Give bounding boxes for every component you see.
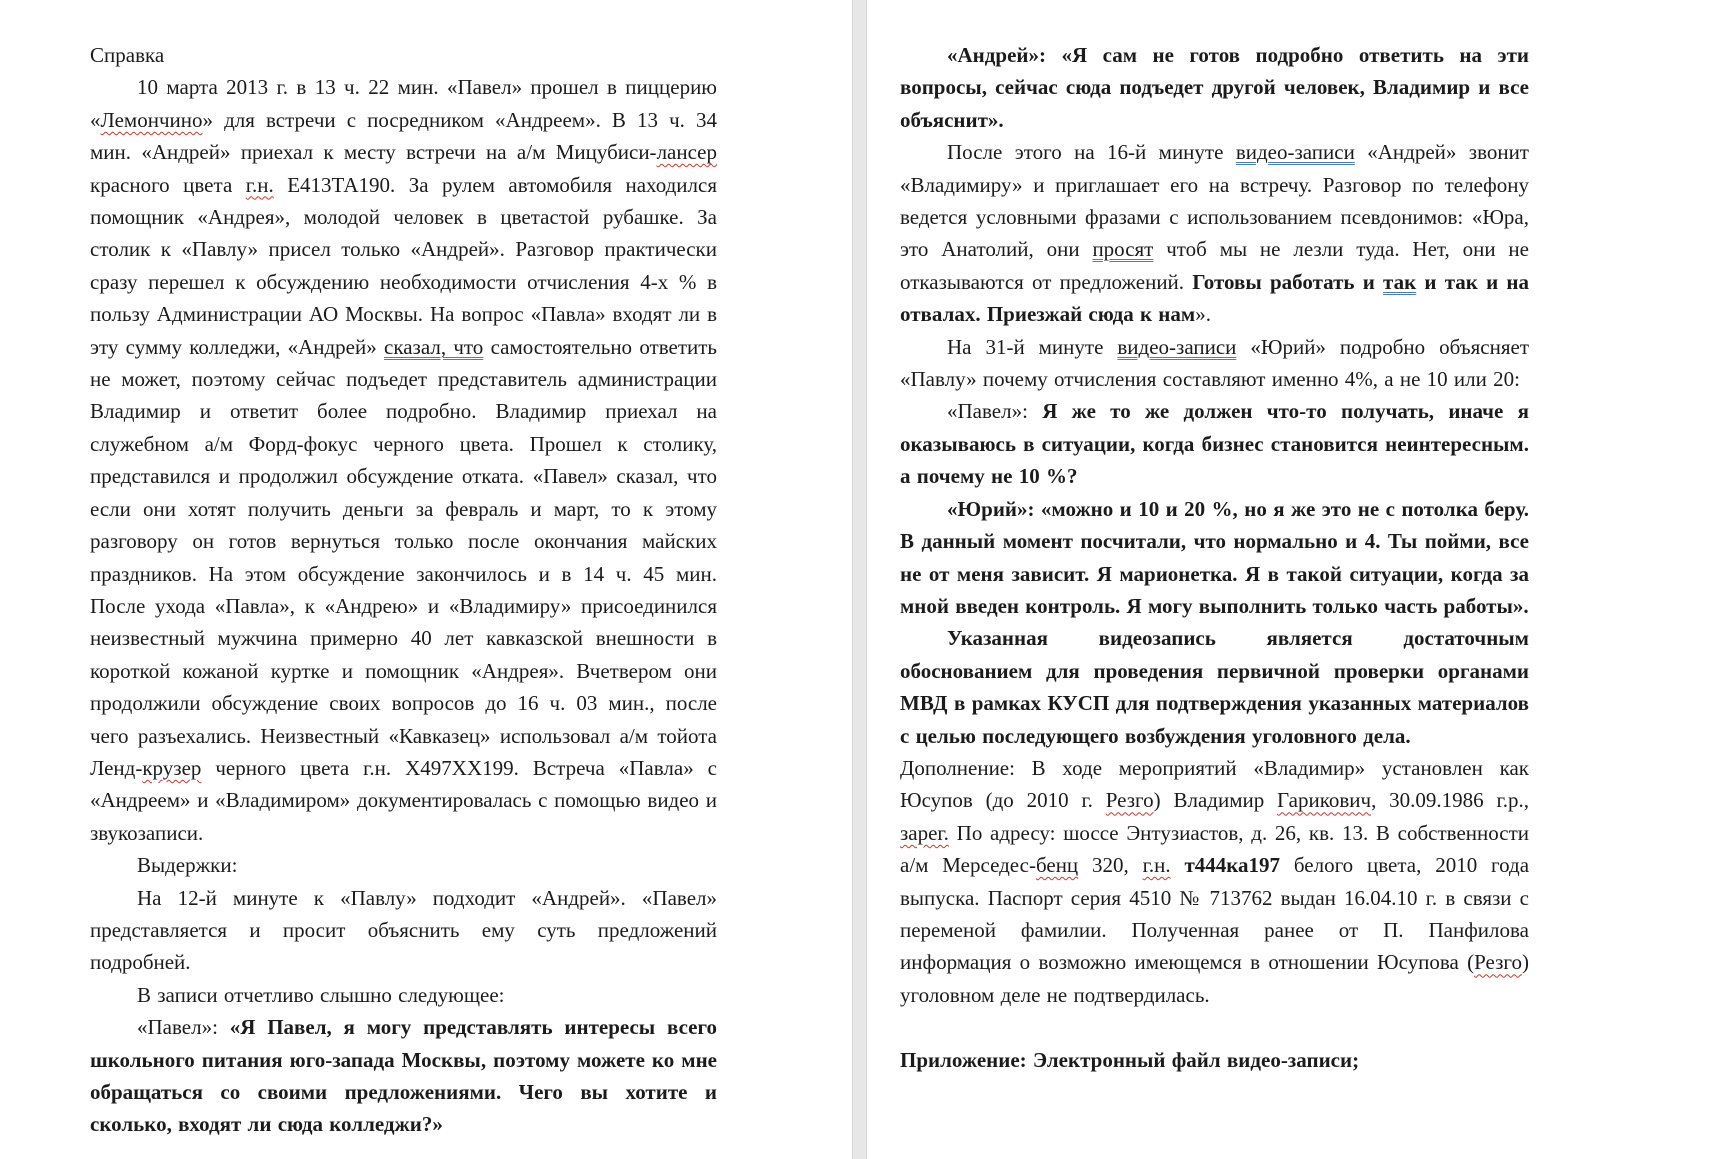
- grammar-marked-text: видео-записи: [1235, 140, 1355, 165]
- page-right-text-column: [900, 39, 1536, 1077]
- paragraph: [900, 136, 1536, 330]
- text-run: На 12-й минуте к «Павлу» подходит «Андрей». «Павел» представляется и просит объяснить ему суть предложений подробней.: [90, 885, 724, 975]
- text-run: Справка: [90, 43, 165, 67]
- paragraph: [90, 849, 717, 881]
- text-run: После этого на 16-й минуте: [947, 140, 1236, 165]
- spellcheck-marked-text: зарег.: [900, 820, 949, 845]
- text-run: 10 марта 2013 г. в 13 ч. 22 мин. «Павел» прошел в пиццерию «: [90, 75, 724, 132]
- paragraph: [900, 395, 1536, 492]
- text-run: В записи отчетливо слышно следующее:: [137, 982, 505, 1007]
- text-run: 320,: [1078, 853, 1143, 878]
- text-run: черного цвета г.н. Х497ХХ199. Встреча «Павла» с «Андреем» и «Владимиром» документировалась с помощью видео и звукозаписи.: [90, 755, 724, 845]
- page-gap-divider: [852, 0, 867, 1159]
- text-run: «Андрей» звонит «Владимиру» и приглашает его на встречу. Разговор по телефону ведется условными фразами с использованием псевдонимов: «Юра, это Анатолий, они: [900, 140, 1536, 262]
- text-run: На 31-й минуте: [947, 334, 1118, 359]
- paragraph: [90, 979, 717, 1011]
- text-run: Указанная видеозапись является достаточным обоснованием для проведения первичной проверки органами МВД в рамках КУСП для подтверждения указанных материалов с целью последующего возбуждения уголовного дела.: [900, 626, 1536, 748]
- spellcheck-marked-text: Резго: [1474, 950, 1522, 975]
- text-run: , 30.09.1986 г.р.,: [1371, 788, 1536, 813]
- text-run: По адресу: шоссе Энтузиастов, д. 26, кв. 13. В собственности а/м Мерседес-: [900, 820, 1536, 878]
- spellcheck-marked-text: г.н.: [1142, 853, 1171, 878]
- text-run: ) Владимир: [1153, 788, 1278, 813]
- text-run: Е413ТА190. За рулем автомобиля находился помощник «Андрея», молодой человек в цветастой рубашке. За столик к «Павлу» присел только «Андрей». Разговор практически сразу перешел к обсуждению необходимости отчисления 4-х % в пользу Администрации АО Москвы. На вопрос «Павла» входят ли в эту сумму колледжи, «Андрей»: [90, 172, 724, 359]
- text-run: ) уголовном деле не подтвердилась.: [900, 950, 1536, 1007]
- spellcheck-marked-text: г.н.: [245, 172, 274, 197]
- grammar-marked-text: видео-записи: [1117, 334, 1237, 359]
- page-left: [0, 0, 852, 1159]
- grammar-marked-text: просят: [1092, 237, 1154, 262]
- grammar-marked-text: сказал, что: [384, 334, 484, 359]
- text-run: «Андрей»: «Я сам не готов подробно ответить на эти вопросы, сейчас сюда подъедет другой человек, Владимир и все объяснит».: [900, 43, 1536, 132]
- text-run: [1171, 853, 1185, 877]
- text-run: «Юрий» подробно объясняет «Павлу» почему отчисления составляют именно 4%, а не 10 или 20:: [900, 334, 1536, 392]
- spellcheck-marked-text: крузер: [142, 755, 202, 780]
- text-run: » для встречи с посредником «Андреем». В 13 ч. 34 мин. «Андрей» приехал к месту встречи на а/м Мицубиси-: [90, 107, 724, 165]
- page-right: [867, 0, 1732, 1159]
- paragraph: [90, 1011, 724, 1141]
- text-run: «Павел»:: [947, 399, 1043, 424]
- text-run: ».: [1195, 302, 1211, 327]
- paragraph: [900, 752, 1536, 1011]
- paragraph: [900, 622, 1536, 752]
- spellcheck-marked-text: Резго: [1105, 788, 1154, 813]
- text-run: Приложение: Электронный файл видео-записи;: [900, 1048, 1360, 1073]
- text-run: Выдержки:: [137, 853, 238, 878]
- spellcheck-marked-text: лансер: [656, 140, 717, 165]
- paragraph: [90, 71, 724, 849]
- paragraph: [900, 493, 1536, 623]
- text-run: «Павел»:: [137, 1015, 230, 1040]
- text-run: самостоятельно ответить не может, поэтому сейчас подъедет представитель администрации Владимир и ответит более подробно. Владимир приехал на служебном а/м Форд-фокус черного цвета. Прошел к столику, представился и продолжил обсуждение отката. «Павел» сказал, что если они хотят получить деньги за февраль и март, то к этому разговору он готов вернуться только после окончания майских праздников. На этом обсуждение закончилось и в 14 ч. 45 мин. После ухода «Павла», к «Андрею» и «Владимиру» присоединился неизвестный мужчина примерно 40 лет кавказской внешности в короткой кожаной куртке и помощник «Андрея». Вчетвером они продолжили обсуждение своих вопросов до 16 ч. 03 мин., после чего разъехались. Неизвестный «Кавказец» использовал а/м тойота Ленд-: [90, 334, 724, 780]
- spellcheck-marked-text: Гарикович: [1277, 788, 1372, 813]
- text-run: Готовы работать и: [1192, 269, 1384, 294]
- text-run: «Я Павел, я могу представлять интересы всего школьного питания юго-запада Москвы, поэтому можете ко мне обращаться со своими предложениями. Чего вы хотите и сколько, входят ли сюда колледжи?»: [90, 1015, 724, 1137]
- grammar-marked-text: так: [1383, 269, 1417, 294]
- text-run: белого цвета, 2010 года выпуска. Паспорт серия 4510 № 713762 выдан 16.04.10 г. в связи с переменой фамилии. Полученная ранее от П. Панфилова информация о возможно имеющемся в отношении Юсупова (: [900, 853, 1536, 975]
- text-run: красного цвета: [90, 140, 724, 197]
- text-run: Дополнение: В ходе мероприятий «Владимир» установлен как Юсупов (до 2010 г.: [900, 755, 1536, 813]
- paragraph: [90, 39, 717, 71]
- text-run: т444ка197: [1184, 853, 1281, 878]
- paragraph: [900, 1044, 1529, 1076]
- text-run: «Юрий»: «можно и 10 и 20 %, но я же это не с потолка беру. В данный момент посчитали, что нормально и 4. Ты пойми, все не от меня зависит. Я марионетка. Я в такой ситуации, когда за мной введен контроль. Я могу выполнить только часть работы».: [900, 496, 1536, 618]
- text-run: Я же то же должен что-то получать, иначе я оказываюсь в ситуации, когда бизнес становится неинтересным. а почему не 10 %?: [900, 399, 1536, 489]
- spellcheck-marked-text: Лемончино: [100, 107, 203, 132]
- spellcheck-marked-text: бенц: [1035, 853, 1079, 878]
- paragraph: [900, 39, 1536, 136]
- text-run: и так и на отвалах. Приезжай сюда к нам: [900, 269, 1536, 327]
- paragraph: [90, 882, 724, 979]
- text-run: чтоб мы не лезли туда. Нет, они не отказываются от предложений.: [900, 237, 1536, 294]
- page-left-text-column: [90, 39, 724, 1141]
- paragraph: [900, 331, 1536, 396]
